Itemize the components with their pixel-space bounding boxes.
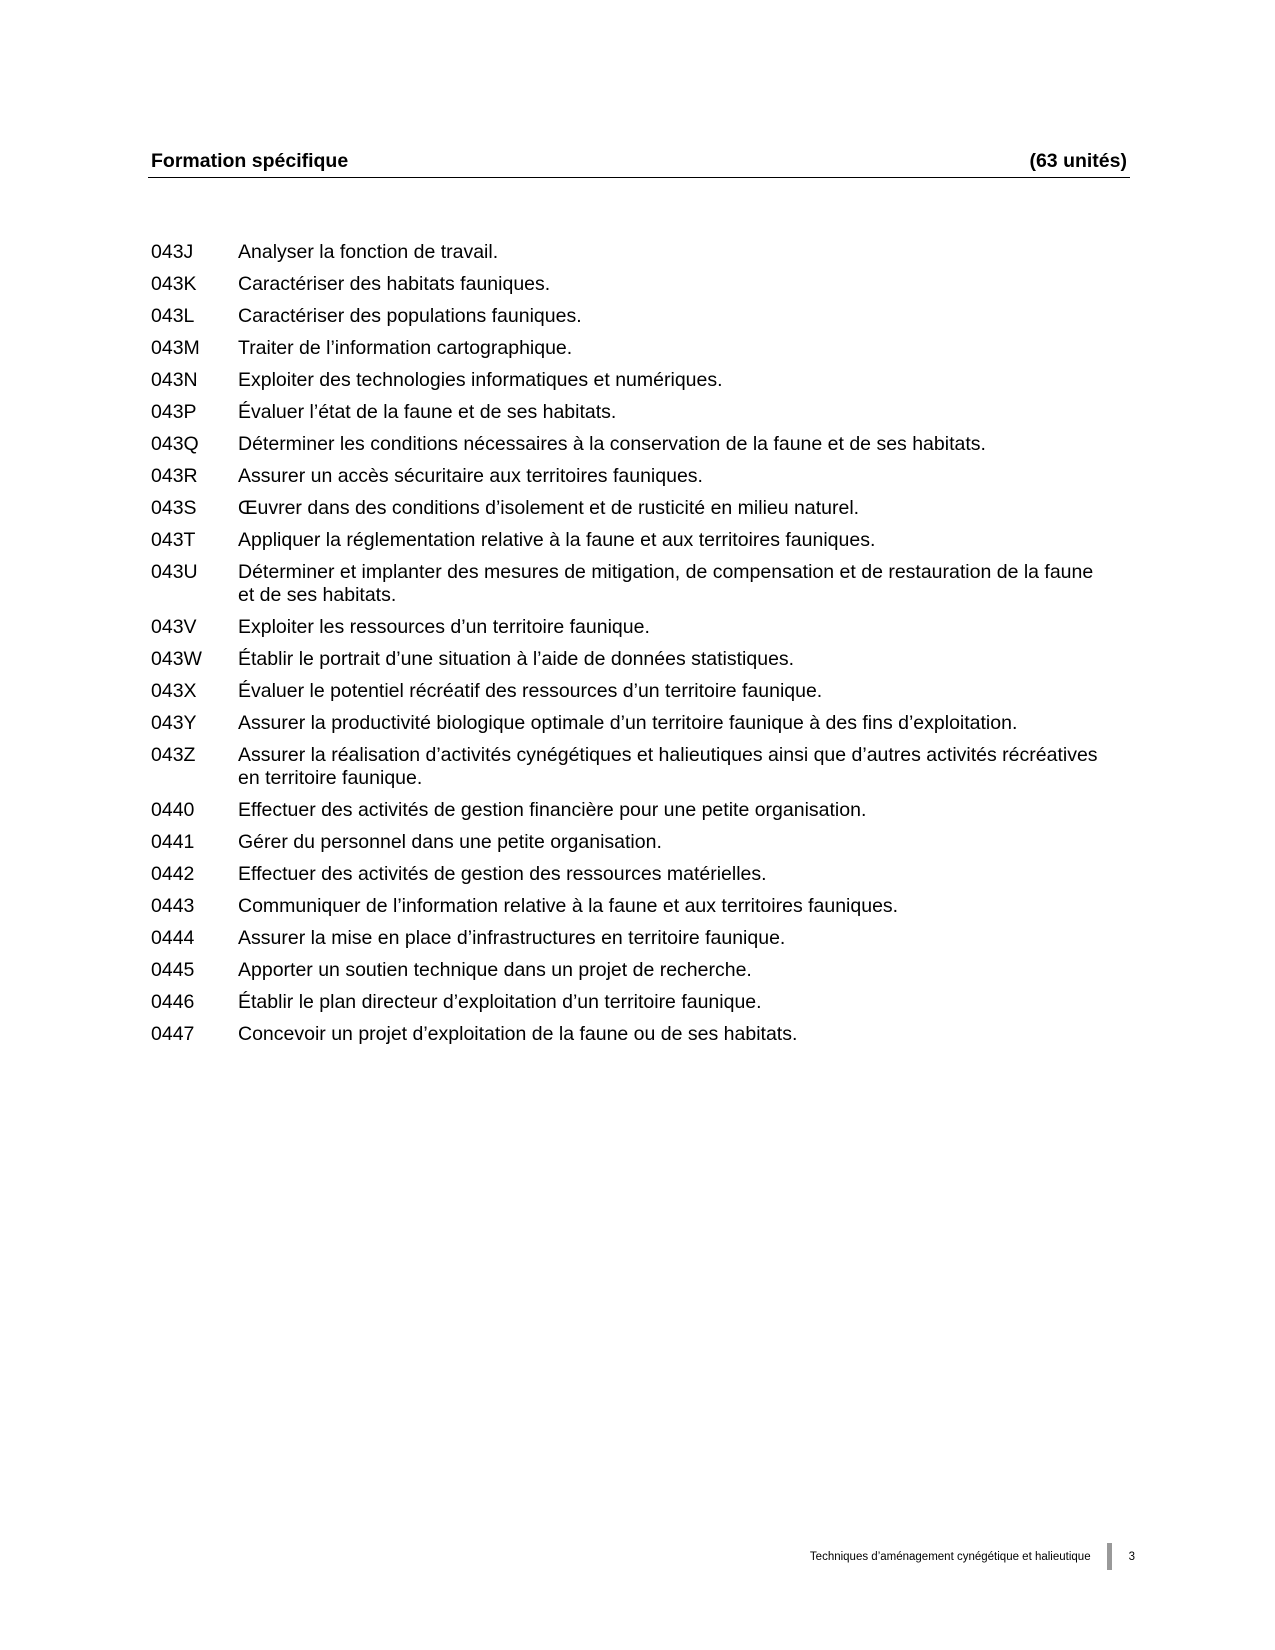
list-item <box>151 927 1111 950</box>
section-header <box>148 150 1130 178</box>
competency-text: Effectuer des activités de gestion des ressources matérielles. <box>238 863 767 885</box>
competency-text: Exploiter des technologies informatiques et numériques. <box>238 369 723 391</box>
competency-text: Œuvrer dans des conditions d’isolement et de rusticité en milieu naturel. <box>238 497 860 519</box>
competency-text: Gérer du personnel dans une petite organisation. <box>238 831 662 853</box>
competency-text: Évaluer le potentiel récréatif des ressources d’un territoire faunique. <box>238 680 823 702</box>
page-number: 3 <box>1128 1550 1135 1563</box>
competency-text: Assurer la réalisation d’activités cynégétiques et halieutiques ainsi que d’autres activités récréatives en territoire faunique. <box>238 744 1098 789</box>
competency-code: 043W <box>151 648 202 670</box>
competency-text: Concevoir un projet d’exploitation de la faune ou de ses habitats. <box>238 1023 798 1045</box>
list-item <box>151 401 1111 424</box>
competency-code: 0443 <box>151 895 195 917</box>
competency-text: Déterminer et implanter des mesures de mitigation, de compensation et de restauration de la faune et de ses habitats. <box>238 561 1094 606</box>
competency-code: 043M <box>151 337 200 359</box>
competency-text: Caractériser des habitats fauniques. <box>238 273 551 295</box>
section-title: Formation spécifique <box>151 150 349 172</box>
competency-text: Traiter de l’information cartographique. <box>238 337 573 359</box>
competency-text: Apporter un soutien technique dans un projet de recherche. <box>238 959 752 981</box>
competency-code: 0444 <box>151 927 195 949</box>
list-item <box>151 991 1111 1014</box>
competency-text: Déterminer les conditions nécessaires à la conservation de la faune et de ses habitats. <box>238 433 986 455</box>
competency-text: Assurer la mise en place d’infrastructures en territoire faunique. <box>238 927 786 949</box>
competency-code: 043P <box>151 401 197 423</box>
competency-text: Assurer un accès sécuritaire aux territoires fauniques. <box>238 465 703 487</box>
competency-code: 043N <box>151 369 198 391</box>
competency-code: 043K <box>151 273 197 295</box>
competency-text: Communiquer de l’information relative à la faune et aux territoires fauniques. <box>238 895 899 917</box>
list-item <box>151 561 1111 607</box>
competency-code: 043L <box>151 305 195 327</box>
competency-text: Exploiter les ressources d’un territoire faunique. <box>238 616 650 638</box>
list-item <box>151 712 1111 735</box>
page-footer <box>810 1543 1135 1570</box>
list-item <box>151 433 1111 456</box>
competency-text: Assurer la productivité biologique optimale d’un territoire faunique à des fins d’exploitation. <box>238 712 1018 734</box>
list-item <box>151 529 1111 552</box>
competency-code: 0445 <box>151 959 195 981</box>
list-item <box>151 305 1111 328</box>
list-item <box>151 680 1111 703</box>
list-item <box>151 465 1111 488</box>
competency-text: Établir le portrait d’une situation à l’aide de données statistiques. <box>238 648 795 670</box>
list-item <box>151 273 1111 296</box>
competency-code: 0441 <box>151 831 195 853</box>
competency-text: Caractériser des populations fauniques. <box>238 305 582 327</box>
competency-code: 043Y <box>151 712 197 734</box>
list-item <box>151 799 1111 822</box>
list-item <box>151 369 1111 392</box>
list-item <box>151 744 1111 790</box>
competency-code: 0440 <box>151 799 195 821</box>
competency-code: 043X <box>151 680 197 702</box>
section-units: (63 unités) <box>1029 150 1127 172</box>
competency-code: 0442 <box>151 863 195 885</box>
competency-text: Appliquer la réglementation relative à la faune et aux territoires fauniques. <box>238 529 876 551</box>
competency-code: 0446 <box>151 991 195 1013</box>
competency-code: 043Z <box>151 744 196 766</box>
list-item <box>151 863 1111 886</box>
competency-code: 043Q <box>151 433 199 455</box>
list-item <box>151 895 1111 918</box>
list-item <box>151 497 1111 520</box>
competency-code: 043J <box>151 241 194 263</box>
list-item <box>151 831 1111 854</box>
competency-code: 043S <box>151 497 197 519</box>
competency-code: 043T <box>151 529 196 551</box>
list-item <box>151 616 1111 639</box>
competency-text: Établir le plan directeur d’exploitation d’un territoire faunique. <box>238 991 762 1013</box>
competency-list <box>151 241 1111 1055</box>
competency-code: 0447 <box>151 1023 195 1045</box>
list-item <box>151 959 1111 982</box>
list-item <box>151 337 1111 360</box>
competency-text: Effectuer des activités de gestion financière pour une petite organisation. <box>238 799 867 821</box>
competency-code: 043U <box>151 561 198 583</box>
footer-divider <box>1107 1543 1112 1570</box>
competency-code: 043V <box>151 616 197 638</box>
list-item <box>151 648 1111 671</box>
competency-code: 043R <box>151 465 198 487</box>
list-item <box>151 241 1111 264</box>
footer-title: Techniques d’aménagement cynégétique et halieutique <box>809 1550 1091 1563</box>
competency-text: Analyser la fonction de travail. <box>238 241 499 263</box>
competency-text: Évaluer l’état de la faune et de ses habitats. <box>238 401 617 423</box>
list-item <box>151 1023 1111 1046</box>
